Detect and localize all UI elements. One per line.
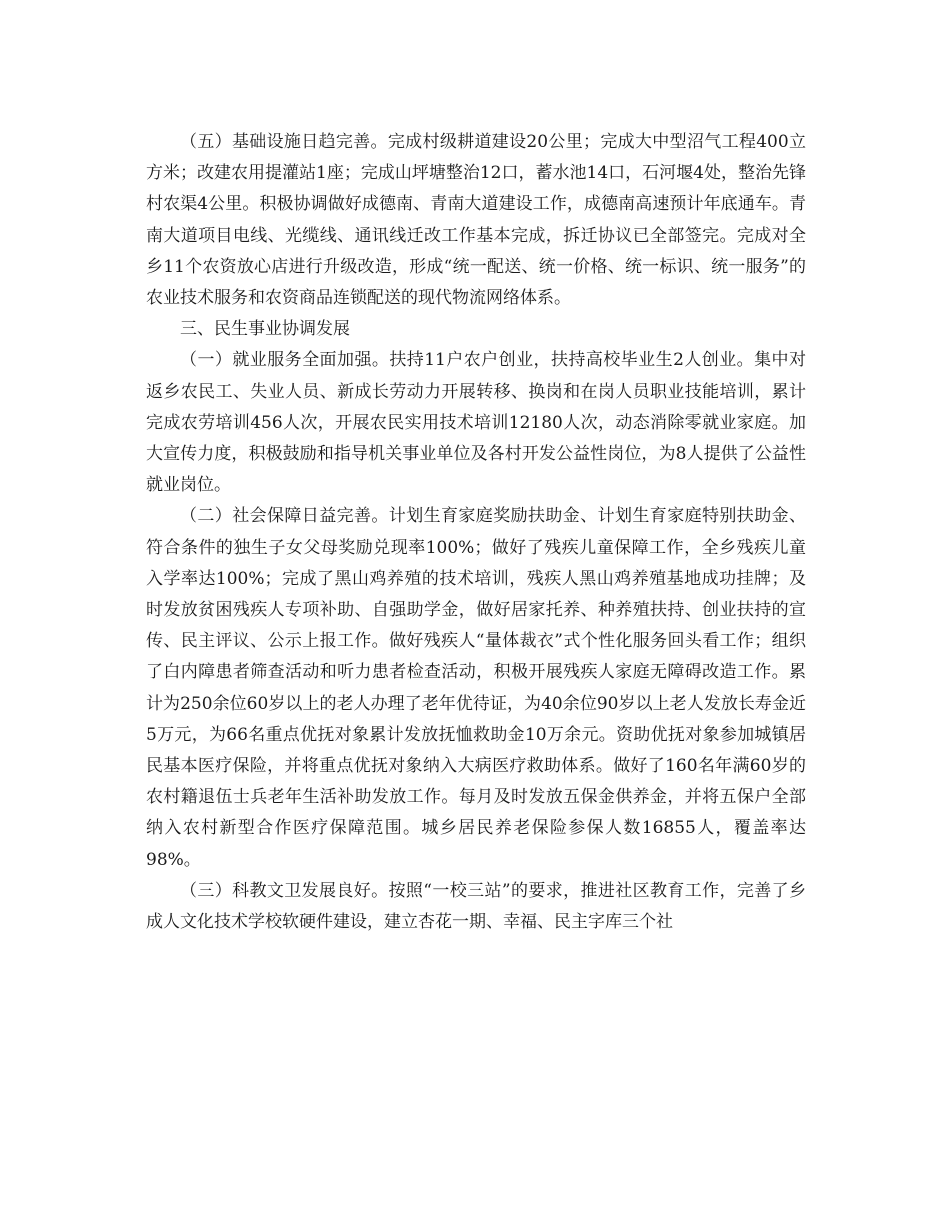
paragraph-social-security: （二）社会保障日益完善。计划生育家庭奖励扶助金、计划生育家庭特别扶助金、符合条件的独生子女父母奖励兑现率100%；做好了残疾儿童保障工作，全乡残疾儿童入学率达100%；完成了黑山鸡养殖的技术培训，残疾人黑山鸡养殖基地成功挂牌；及时发放贫困残疾人专项补助、自强助学金，做好居家托养、种养殖扶持、创业扶持的宣传、民主评议、公示上报工作。做好残疾人“量体裁衣”式个性化服务回头看工作；组织了白内障患者筛查活动和听力患者检查活动，积极开展残疾人家庭无障碍改造工作。累计为250余位60岁以上的老人办理了老年优待证，为40余位90岁以上老人发放长寿金近5万元，为66名重点优抚对象累计发放抚恤救助金10万余元。资助优抚对象参加城镇居民基本医疗保险，并将重点优抚对象纳入大病医疗救助体系。做好了160名年满60岁的农村籍退伍士兵老年生活补助发放工作。每月及时发放五保金供养金，并将五保户全部纳入农村新型合作医疗保障范围。城乡居民养老保险参保人数16855人，覆盖率达98%。 [146, 506, 806, 870]
document-body [146, 127, 806, 938]
section-heading-livelihood: 三、民生事业协调发展 [180, 319, 350, 340]
paragraph-employment: （一）就业服务全面加强。扶持11户农户创业，扶持高校毕业生2人创业。集中对返乡农民工、失业人员、新成长劳动力开展转移、换岗和在岗人员职业技能培训，累计完成农劳培训456人次，开展农民实用技术培训12180人次，动态消除零就业家庭。加大宣传力度，积极鼓励和指导机关事业单位及各村开发公益性岗位，为8人提供了公益性就业岗位。 [146, 350, 806, 496]
paragraph-infrastructure: （五）基础设施日趋完善。完成村级耕道建设20公里；完成大中型沼气工程400立方米；改建农用提灌站1座；完成山坪塘整治12口，蓄水池14口，石河堰4处，整治先锋村农渠4公里。积极协调做好成德南、青南大道建设工作，成德南高速预计年底通车。青南大道项目电线、光缆线、通讯线迁改工作基本完成，拆迁协议已全部签完。完成对全乡11个农资放心店进行升级改造，形成“统一配送、统一价格、统一标识、统一服务”的农业技术服务和农资商品连锁配送的现代物流网络体系。 [146, 132, 806, 309]
paragraph-science-education: （三）科教文卫发展良好。按照“一校三站”的要求，推进社区教育工作，完善了乡成人文化技术学校软硬件建设，建立杏花一期、幸福、民主字库三个社 [146, 880, 806, 933]
